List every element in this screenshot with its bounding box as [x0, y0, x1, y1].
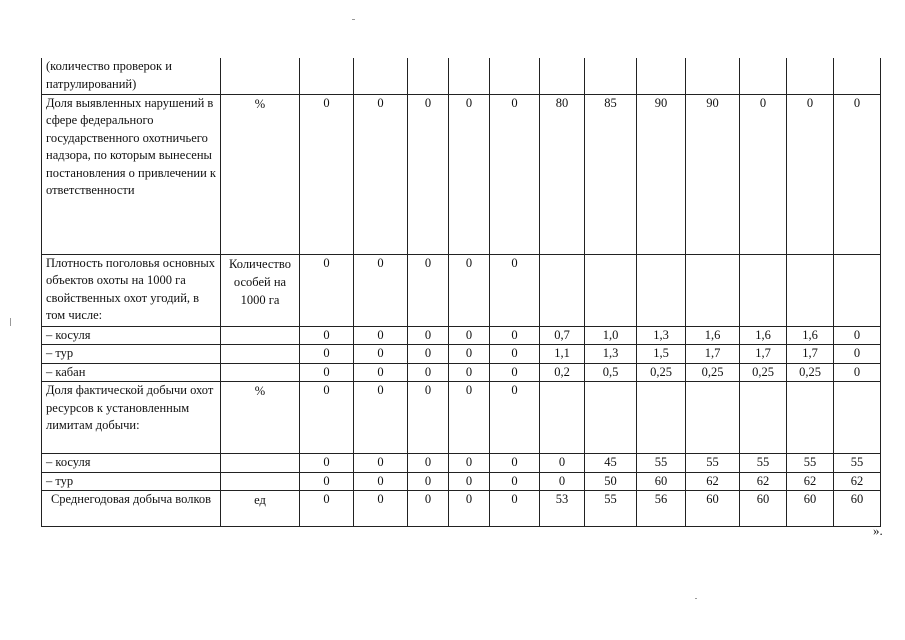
value-cell: 0	[449, 472, 490, 491]
row-label: – косуля	[42, 326, 221, 345]
value-cell: 60	[686, 491, 740, 527]
table-row	[42, 94, 881, 254]
row-label: – тур	[42, 345, 221, 364]
value-cell: 50	[585, 472, 637, 491]
table-row	[42, 345, 881, 364]
value-cell	[637, 254, 686, 326]
value-cell: 55	[740, 454, 787, 473]
row-label: (количество проверок и патрулирований)	[42, 58, 221, 94]
row-unit: ед	[221, 491, 300, 527]
value-cell	[787, 382, 834, 454]
value-cell: 0	[490, 382, 540, 454]
value-cell: 0	[490, 363, 540, 382]
value-cell: 62	[686, 472, 740, 491]
table-row	[42, 363, 881, 382]
row-label: Плотность поголовья основных объектов охоты на 1000 га свойственных охот угодий, в том числе:	[42, 254, 221, 326]
value-cell: 0	[300, 472, 354, 491]
value-cell: 0	[408, 326, 449, 345]
value-cell	[585, 58, 637, 94]
value-cell: 0	[490, 454, 540, 473]
value-cell: 0	[354, 472, 408, 491]
value-cell: 56	[637, 491, 686, 527]
value-cell	[834, 58, 881, 94]
value-cell	[300, 58, 354, 94]
row-label: – кабан	[42, 363, 221, 382]
value-cell: 1,5	[637, 345, 686, 364]
value-cell: 62	[787, 472, 834, 491]
value-cell: 0	[449, 382, 490, 454]
value-cell: 1,7	[686, 345, 740, 364]
value-cell	[585, 254, 637, 326]
table-row	[42, 454, 881, 473]
value-cell: 0	[300, 491, 354, 527]
value-cell: 90	[686, 94, 740, 254]
value-cell: 0,25	[740, 363, 787, 382]
value-cell	[449, 58, 490, 94]
table-row	[42, 58, 881, 94]
value-cell: 0	[449, 363, 490, 382]
value-cell: 0	[449, 491, 490, 527]
value-cell: 45	[585, 454, 637, 473]
value-cell: 0	[787, 94, 834, 254]
value-cell	[787, 254, 834, 326]
value-cell: 0	[449, 454, 490, 473]
value-cell: 0	[834, 94, 881, 254]
value-cell	[637, 382, 686, 454]
value-cell: 0	[354, 491, 408, 527]
scan-speck	[10, 318, 11, 326]
value-cell: 0	[490, 472, 540, 491]
table-row	[42, 254, 881, 326]
value-cell	[540, 254, 585, 326]
value-cell: 0	[490, 491, 540, 527]
value-cell: 0	[490, 94, 540, 254]
value-cell: 1,1	[540, 345, 585, 364]
row-label: – тур	[42, 472, 221, 491]
value-cell: 0	[408, 382, 449, 454]
value-cell: 0	[354, 363, 408, 382]
row-unit: %	[221, 382, 300, 454]
value-cell: 0	[490, 326, 540, 345]
value-cell: 1,7	[740, 345, 787, 364]
value-cell: 0	[834, 345, 881, 364]
value-cell: 53	[540, 491, 585, 527]
value-cell: 55	[686, 454, 740, 473]
value-cell: 0	[834, 363, 881, 382]
value-cell: 1,3	[637, 326, 686, 345]
value-cell: 1,7	[787, 345, 834, 364]
value-cell: 0	[449, 254, 490, 326]
value-cell: 85	[585, 94, 637, 254]
value-cell: 0	[408, 472, 449, 491]
value-cell: 0,25	[686, 363, 740, 382]
value-cell: 0	[408, 491, 449, 527]
value-cell: 90	[637, 94, 686, 254]
row-unit: %	[221, 94, 300, 254]
value-cell: 0	[354, 254, 408, 326]
row-unit	[221, 58, 300, 94]
value-cell	[740, 254, 787, 326]
value-cell: 0	[300, 94, 354, 254]
value-cell: 55	[834, 454, 881, 473]
value-cell: 0	[300, 254, 354, 326]
table-row	[42, 491, 881, 527]
value-cell	[834, 382, 881, 454]
value-cell: 0	[354, 326, 408, 345]
table-row	[42, 472, 881, 491]
value-cell	[787, 58, 834, 94]
row-unit	[221, 326, 300, 345]
value-cell: 1,6	[740, 326, 787, 345]
value-cell: 62	[834, 472, 881, 491]
value-cell	[740, 58, 787, 94]
value-cell: 1,3	[585, 345, 637, 364]
value-cell: 0,25	[787, 363, 834, 382]
scan-speck	[695, 598, 697, 599]
value-cell: 0	[408, 363, 449, 382]
value-cell: 60	[787, 491, 834, 527]
value-cell: 0	[540, 472, 585, 491]
row-label: Доля выявленных нарушений в сфере федерального государственного охотничьего надзора, по которым вынесены постановления о привлечении к ответственности	[42, 94, 221, 254]
value-cell: 1,0	[585, 326, 637, 345]
value-cell	[686, 58, 740, 94]
table-row	[42, 382, 881, 454]
row-unit	[221, 363, 300, 382]
row-label: Доля фактической добычи охот ресурсов к установленным лимитам добычи:	[42, 382, 221, 454]
value-cell: 60	[740, 491, 787, 527]
value-cell: 0	[449, 326, 490, 345]
value-cell	[637, 58, 686, 94]
row-label: – косуля	[42, 454, 221, 473]
value-cell: 1,6	[686, 326, 740, 345]
value-cell: 0	[449, 94, 490, 254]
value-cell: 0	[300, 345, 354, 364]
value-cell: 0	[354, 94, 408, 254]
value-cell	[585, 382, 637, 454]
value-cell: 0	[408, 94, 449, 254]
scan-speck	[352, 19, 355, 20]
value-cell: 0	[740, 94, 787, 254]
indicators-table	[41, 58, 881, 527]
value-cell: 0	[540, 454, 585, 473]
value-cell: 0	[300, 326, 354, 345]
value-cell	[686, 382, 740, 454]
value-cell: 80	[540, 94, 585, 254]
value-cell: 55	[585, 491, 637, 527]
table-row	[42, 326, 881, 345]
value-cell	[408, 58, 449, 94]
row-unit	[221, 472, 300, 491]
value-cell	[490, 58, 540, 94]
value-cell: 1,6	[787, 326, 834, 345]
value-cell: 0	[408, 454, 449, 473]
value-cell	[540, 58, 585, 94]
value-cell: 0,25	[637, 363, 686, 382]
value-cell: 0	[408, 254, 449, 326]
value-cell: 0,7	[540, 326, 585, 345]
value-cell: 60	[637, 472, 686, 491]
value-cell: 0	[300, 363, 354, 382]
value-cell	[740, 382, 787, 454]
value-cell: 0	[300, 454, 354, 473]
value-cell: 0	[354, 345, 408, 364]
value-cell: 55	[787, 454, 834, 473]
value-cell: 0,2	[540, 363, 585, 382]
value-cell	[834, 254, 881, 326]
value-cell: 60	[834, 491, 881, 527]
value-cell: 0	[490, 345, 540, 364]
row-unit	[221, 345, 300, 364]
value-cell: 0	[834, 326, 881, 345]
value-cell	[354, 58, 408, 94]
value-cell: 0	[449, 345, 490, 364]
closing-quote-mark: ».	[873, 523, 883, 538]
value-cell: 0	[354, 454, 408, 473]
value-cell: 0	[300, 382, 354, 454]
row-unit: Количество особей на 1000 га	[221, 254, 300, 326]
value-cell: 0	[354, 382, 408, 454]
value-cell: 0	[408, 345, 449, 364]
value-cell	[540, 382, 585, 454]
table-body	[42, 58, 881, 527]
value-cell: 55	[637, 454, 686, 473]
row-unit	[221, 454, 300, 473]
row-label: Среднегодовая добыча волков	[42, 491, 221, 527]
value-cell: 0	[490, 254, 540, 326]
value-cell: 0,5	[585, 363, 637, 382]
value-cell	[686, 254, 740, 326]
value-cell: 62	[740, 472, 787, 491]
